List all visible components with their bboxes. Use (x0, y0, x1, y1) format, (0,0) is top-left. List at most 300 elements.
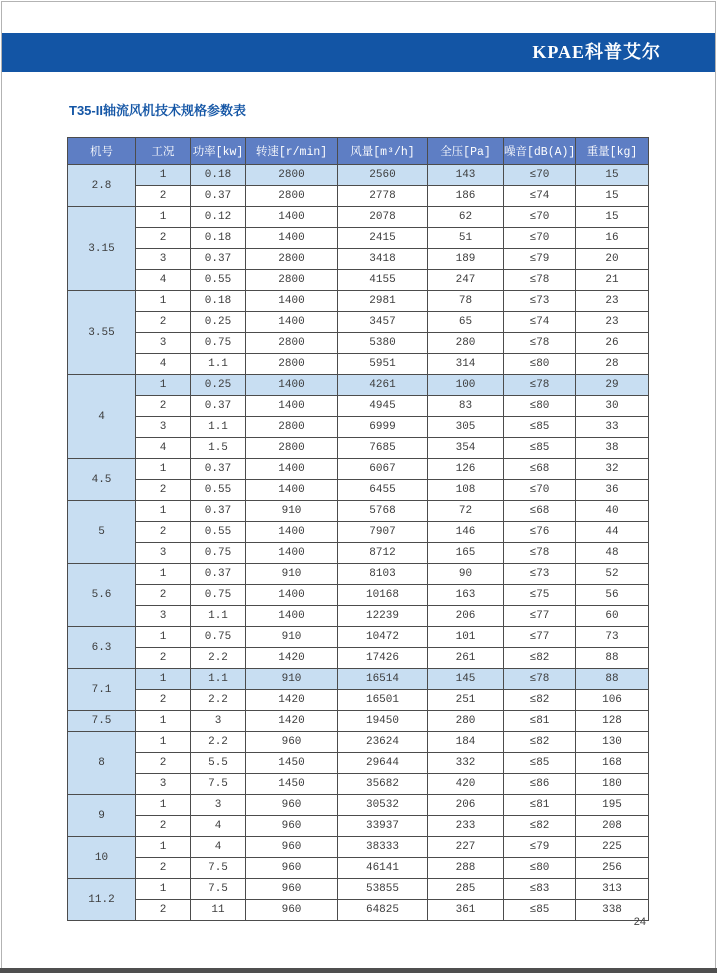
noise-cell: ≤70 (504, 207, 576, 228)
power-cell: 7.5 (191, 858, 246, 879)
weight-cell: 33 (576, 417, 649, 438)
noise-cell: ≤82 (504, 732, 576, 753)
speed-cell: 2800 (246, 165, 338, 186)
model-cell: 10 (68, 837, 136, 879)
table-row (68, 501, 649, 522)
pressure-cell: 62 (428, 207, 504, 228)
speed-cell: 2800 (246, 270, 338, 291)
weight-cell: 38 (576, 438, 649, 459)
pressure-cell: 101 (428, 627, 504, 648)
weight-cell: 195 (576, 795, 649, 816)
table-row (68, 564, 649, 585)
cond-cell: 1 (136, 879, 191, 900)
power-cell: 3 (191, 711, 246, 732)
cond-cell: 1 (136, 669, 191, 690)
noise-cell: ≤85 (504, 438, 576, 459)
table-row (68, 711, 649, 732)
table-row (68, 480, 649, 501)
pressure-cell: 186 (428, 186, 504, 207)
speed-cell: 1420 (246, 648, 338, 669)
noise-cell: ≤68 (504, 459, 576, 480)
table-row (68, 543, 649, 564)
model-cell: 5 (68, 501, 136, 564)
noise-cell: ≤73 (504, 564, 576, 585)
speed-cell: 960 (246, 879, 338, 900)
table-row (68, 522, 649, 543)
speed-cell: 910 (246, 564, 338, 585)
weight-cell: 88 (576, 669, 649, 690)
speed-cell: 1400 (246, 291, 338, 312)
table-row (68, 900, 649, 921)
pressure-cell: 288 (428, 858, 504, 879)
noise-cell: ≤81 (504, 711, 576, 732)
speed-cell: 2800 (246, 417, 338, 438)
airflow-cell: 5380 (338, 333, 428, 354)
weight-cell: 32 (576, 459, 649, 480)
model-cell: 3.55 (68, 291, 136, 375)
pressure-cell: 354 (428, 438, 504, 459)
airflow-cell: 16514 (338, 669, 428, 690)
cond-cell: 1 (136, 795, 191, 816)
airflow-cell: 17426 (338, 648, 428, 669)
pressure-cell: 314 (428, 354, 504, 375)
weight-cell: 338 (576, 900, 649, 921)
cond-cell: 1 (136, 837, 191, 858)
power-cell: 0.37 (191, 459, 246, 480)
weight-cell: 106 (576, 690, 649, 711)
weight-cell: 52 (576, 564, 649, 585)
pressure-cell: 420 (428, 774, 504, 795)
power-cell: 0.37 (191, 186, 246, 207)
cond-cell: 2 (136, 396, 191, 417)
cond-cell: 2 (136, 585, 191, 606)
airflow-cell: 46141 (338, 858, 428, 879)
airflow-cell: 6067 (338, 459, 428, 480)
table-row (68, 270, 649, 291)
noise-cell: ≤80 (504, 858, 576, 879)
power-cell: 2.2 (191, 732, 246, 753)
power-cell: 1.1 (191, 669, 246, 690)
weight-cell: 29 (576, 375, 649, 396)
noise-cell: ≤82 (504, 648, 576, 669)
table-row (68, 669, 649, 690)
power-cell: 0.25 (191, 312, 246, 333)
noise-cell: ≤86 (504, 774, 576, 795)
cond-cell: 1 (136, 627, 191, 648)
pressure-cell: 280 (428, 333, 504, 354)
weight-cell: 30 (576, 396, 649, 417)
weight-cell: 313 (576, 879, 649, 900)
power-cell: 0.25 (191, 375, 246, 396)
cond-cell: 2 (136, 480, 191, 501)
cond-cell: 3 (136, 333, 191, 354)
airflow-cell: 4945 (338, 396, 428, 417)
page-title: T35-II轴流风机技术规格参数表 (69, 103, 246, 118)
airflow-cell: 4261 (338, 375, 428, 396)
weight-cell: 36 (576, 480, 649, 501)
power-cell: 4 (191, 816, 246, 837)
cond-cell: 2 (136, 228, 191, 249)
table-row (68, 228, 649, 249)
column-header-6: 噪音[dB(A)] (504, 138, 576, 165)
airflow-cell: 16501 (338, 690, 428, 711)
model-cell: 3.15 (68, 207, 136, 291)
page-bottom-edge (0, 968, 717, 973)
cond-cell: 1 (136, 711, 191, 732)
table-row (68, 606, 649, 627)
weight-cell: 15 (576, 186, 649, 207)
power-cell: 1.1 (191, 417, 246, 438)
airflow-cell: 2981 (338, 291, 428, 312)
weight-cell: 23 (576, 312, 649, 333)
column-header-3: 转速[r/min] (246, 138, 338, 165)
noise-cell: ≤79 (504, 249, 576, 270)
power-cell: 3 (191, 795, 246, 816)
power-cell: 0.37 (191, 249, 246, 270)
table-row (68, 207, 649, 228)
speed-cell: 1420 (246, 690, 338, 711)
power-cell: 4 (191, 837, 246, 858)
speed-cell: 2800 (246, 333, 338, 354)
noise-cell: ≤85 (504, 753, 576, 774)
column-header-2: 功率[kw] (191, 138, 246, 165)
pressure-cell: 251 (428, 690, 504, 711)
speed-cell: 1450 (246, 774, 338, 795)
airflow-cell: 6999 (338, 417, 428, 438)
model-cell: 7.5 (68, 711, 136, 732)
page-number: 24 (633, 916, 646, 928)
airflow-cell: 2560 (338, 165, 428, 186)
pressure-cell: 184 (428, 732, 504, 753)
speed-cell: 1400 (246, 543, 338, 564)
pressure-cell: 227 (428, 837, 504, 858)
airflow-cell: 38333 (338, 837, 428, 858)
model-cell: 2.8 (68, 165, 136, 207)
airflow-cell: 2078 (338, 207, 428, 228)
speed-cell: 960 (246, 858, 338, 879)
airflow-cell: 23624 (338, 732, 428, 753)
weight-cell: 21 (576, 270, 649, 291)
pressure-cell: 206 (428, 795, 504, 816)
noise-cell: ≤80 (504, 354, 576, 375)
speed-cell: 960 (246, 837, 338, 858)
weight-cell: 208 (576, 816, 649, 837)
column-header-0: 机号 (68, 138, 136, 165)
airflow-cell: 10472 (338, 627, 428, 648)
speed-cell: 1400 (246, 459, 338, 480)
weight-cell: 88 (576, 648, 649, 669)
cond-cell: 2 (136, 312, 191, 333)
table-row (68, 354, 649, 375)
cond-cell: 1 (136, 459, 191, 480)
cond-cell: 2 (136, 753, 191, 774)
cond-cell: 4 (136, 354, 191, 375)
model-cell: 9 (68, 795, 136, 837)
noise-cell: ≤81 (504, 795, 576, 816)
spec-table-header-row (68, 138, 649, 165)
model-cell: 4.5 (68, 459, 136, 501)
airflow-cell: 7907 (338, 522, 428, 543)
pressure-cell: 261 (428, 648, 504, 669)
weight-cell: 56 (576, 585, 649, 606)
pressure-cell: 233 (428, 816, 504, 837)
pressure-cell: 143 (428, 165, 504, 186)
power-cell: 0.75 (191, 543, 246, 564)
power-cell: 0.37 (191, 564, 246, 585)
table-row (68, 312, 649, 333)
power-cell: 0.37 (191, 501, 246, 522)
pressure-cell: 126 (428, 459, 504, 480)
weight-cell: 168 (576, 753, 649, 774)
cond-cell: 3 (136, 606, 191, 627)
weight-cell: 20 (576, 249, 649, 270)
airflow-cell: 5951 (338, 354, 428, 375)
power-cell: 11 (191, 900, 246, 921)
table-row (68, 375, 649, 396)
table-row (68, 396, 649, 417)
speed-cell: 960 (246, 816, 338, 837)
table-row (68, 858, 649, 879)
power-cell: 0.75 (191, 333, 246, 354)
power-cell: 0.37 (191, 396, 246, 417)
noise-cell: ≤85 (504, 417, 576, 438)
weight-cell: 15 (576, 207, 649, 228)
power-cell: 1.1 (191, 354, 246, 375)
power-cell: 5.5 (191, 753, 246, 774)
cond-cell: 2 (136, 858, 191, 879)
model-cell: 8 (68, 732, 136, 795)
power-cell: 1.5 (191, 438, 246, 459)
pressure-cell: 51 (428, 228, 504, 249)
noise-cell: ≤83 (504, 879, 576, 900)
noise-cell: ≤70 (504, 228, 576, 249)
table-row (68, 795, 649, 816)
pressure-cell: 305 (428, 417, 504, 438)
airflow-cell: 2778 (338, 186, 428, 207)
cond-cell: 2 (136, 522, 191, 543)
pressure-cell: 78 (428, 291, 504, 312)
table-row (68, 249, 649, 270)
noise-cell: ≤70 (504, 165, 576, 186)
airflow-cell: 2415 (338, 228, 428, 249)
pressure-cell: 332 (428, 753, 504, 774)
table-row (68, 879, 649, 900)
brand-banner (2, 33, 715, 72)
airflow-cell: 33937 (338, 816, 428, 837)
column-header-4: 风量[m³/h] (338, 138, 428, 165)
pressure-cell: 90 (428, 564, 504, 585)
brand-logo-text: KPAE科普艾尔 (532, 42, 661, 62)
model-cell: 4 (68, 375, 136, 459)
cond-cell: 4 (136, 270, 191, 291)
weight-cell: 26 (576, 333, 649, 354)
table-row (68, 648, 649, 669)
weight-cell: 23 (576, 291, 649, 312)
table-row (68, 291, 649, 312)
table-row (68, 585, 649, 606)
cond-cell: 1 (136, 564, 191, 585)
table-row (68, 438, 649, 459)
weight-cell: 16 (576, 228, 649, 249)
speed-cell: 910 (246, 501, 338, 522)
speed-cell: 2800 (246, 249, 338, 270)
cond-cell: 1 (136, 732, 191, 753)
cond-cell: 1 (136, 165, 191, 186)
pressure-cell: 361 (428, 900, 504, 921)
table-row (68, 732, 649, 753)
power-cell: 7.5 (191, 774, 246, 795)
pressure-cell: 145 (428, 669, 504, 690)
power-cell: 2.2 (191, 690, 246, 711)
speed-cell: 1400 (246, 207, 338, 228)
speed-cell: 960 (246, 732, 338, 753)
power-cell: 1.1 (191, 606, 246, 627)
power-cell: 7.5 (191, 879, 246, 900)
weight-cell: 73 (576, 627, 649, 648)
power-cell: 0.55 (191, 270, 246, 291)
power-cell: 0.18 (191, 228, 246, 249)
noise-cell: ≤78 (504, 543, 576, 564)
table-row (68, 774, 649, 795)
speed-cell: 1400 (246, 522, 338, 543)
noise-cell: ≤77 (504, 627, 576, 648)
noise-cell: ≤78 (504, 270, 576, 291)
model-cell: 5.6 (68, 564, 136, 627)
pressure-cell: 206 (428, 606, 504, 627)
cond-cell: 2 (136, 900, 191, 921)
power-cell: 0.75 (191, 627, 246, 648)
airflow-cell: 3457 (338, 312, 428, 333)
power-cell: 0.12 (191, 207, 246, 228)
weight-cell: 256 (576, 858, 649, 879)
noise-cell: ≤78 (504, 333, 576, 354)
airflow-cell: 29644 (338, 753, 428, 774)
noise-cell: ≤78 (504, 375, 576, 396)
airflow-cell: 8712 (338, 543, 428, 564)
pressure-cell: 146 (428, 522, 504, 543)
noise-cell: ≤82 (504, 690, 576, 711)
cond-cell: 4 (136, 438, 191, 459)
cond-cell: 2 (136, 648, 191, 669)
airflow-cell: 64825 (338, 900, 428, 921)
weight-cell: 128 (576, 711, 649, 732)
noise-cell: ≤80 (504, 396, 576, 417)
cond-cell: 1 (136, 291, 191, 312)
noise-cell: ≤75 (504, 585, 576, 606)
speed-cell: 960 (246, 900, 338, 921)
pressure-cell: 280 (428, 711, 504, 732)
speed-cell: 1400 (246, 228, 338, 249)
cond-cell: 3 (136, 417, 191, 438)
airflow-cell: 4155 (338, 270, 428, 291)
noise-cell: ≤79 (504, 837, 576, 858)
power-cell: 0.18 (191, 291, 246, 312)
weight-cell: 40 (576, 501, 649, 522)
power-cell: 0.75 (191, 585, 246, 606)
weight-cell: 225 (576, 837, 649, 858)
table-row (68, 837, 649, 858)
pressure-cell: 83 (428, 396, 504, 417)
airflow-cell: 7685 (338, 438, 428, 459)
cond-cell: 1 (136, 207, 191, 228)
noise-cell: ≤78 (504, 669, 576, 690)
airflow-cell: 3418 (338, 249, 428, 270)
speed-cell: 910 (246, 669, 338, 690)
airflow-cell: 10168 (338, 585, 428, 606)
column-header-5: 全压[Pa] (428, 138, 504, 165)
airflow-cell: 53855 (338, 879, 428, 900)
model-cell: 6.3 (68, 627, 136, 669)
weight-cell: 48 (576, 543, 649, 564)
power-cell: 0.55 (191, 522, 246, 543)
speed-cell: 910 (246, 627, 338, 648)
cond-cell: 1 (136, 501, 191, 522)
weight-cell: 130 (576, 732, 649, 753)
table-row (68, 459, 649, 480)
model-cell: 11.2 (68, 879, 136, 921)
noise-cell: ≤68 (504, 501, 576, 522)
power-cell: 0.55 (191, 480, 246, 501)
weight-cell: 44 (576, 522, 649, 543)
weight-cell: 28 (576, 354, 649, 375)
column-header-7: 重量[kg] (576, 138, 649, 165)
noise-cell: ≤85 (504, 900, 576, 921)
pressure-cell: 247 (428, 270, 504, 291)
pressure-cell: 100 (428, 375, 504, 396)
cond-cell: 1 (136, 375, 191, 396)
column-header-1: 工况 (136, 138, 191, 165)
noise-cell: ≤76 (504, 522, 576, 543)
spec-table (67, 137, 649, 921)
cond-cell: 2 (136, 690, 191, 711)
cond-cell: 3 (136, 774, 191, 795)
noise-cell: ≤70 (504, 480, 576, 501)
table-row (68, 753, 649, 774)
table-row (68, 690, 649, 711)
speed-cell: 2800 (246, 186, 338, 207)
cond-cell: 3 (136, 249, 191, 270)
airflow-cell: 5768 (338, 501, 428, 522)
noise-cell: ≤74 (504, 312, 576, 333)
speed-cell: 1400 (246, 375, 338, 396)
power-cell: 2.2 (191, 648, 246, 669)
speed-cell: 2800 (246, 354, 338, 375)
table-row (68, 333, 649, 354)
power-cell: 0.18 (191, 165, 246, 186)
weight-cell: 180 (576, 774, 649, 795)
cond-cell: 3 (136, 543, 191, 564)
airflow-cell: 12239 (338, 606, 428, 627)
noise-cell: ≤77 (504, 606, 576, 627)
noise-cell: ≤73 (504, 291, 576, 312)
pressure-cell: 65 (428, 312, 504, 333)
speed-cell: 1450 (246, 753, 338, 774)
pressure-cell: 189 (428, 249, 504, 270)
airflow-cell: 8103 (338, 564, 428, 585)
table-row (68, 816, 649, 837)
table-row (68, 627, 649, 648)
cond-cell: 2 (136, 816, 191, 837)
noise-cell: ≤82 (504, 816, 576, 837)
model-cell: 7.1 (68, 669, 136, 711)
speed-cell: 1400 (246, 606, 338, 627)
pressure-cell: 72 (428, 501, 504, 522)
table-row (68, 186, 649, 207)
pressure-cell: 165 (428, 543, 504, 564)
speed-cell: 1400 (246, 312, 338, 333)
speed-cell: 1400 (246, 480, 338, 501)
airflow-cell: 35682 (338, 774, 428, 795)
